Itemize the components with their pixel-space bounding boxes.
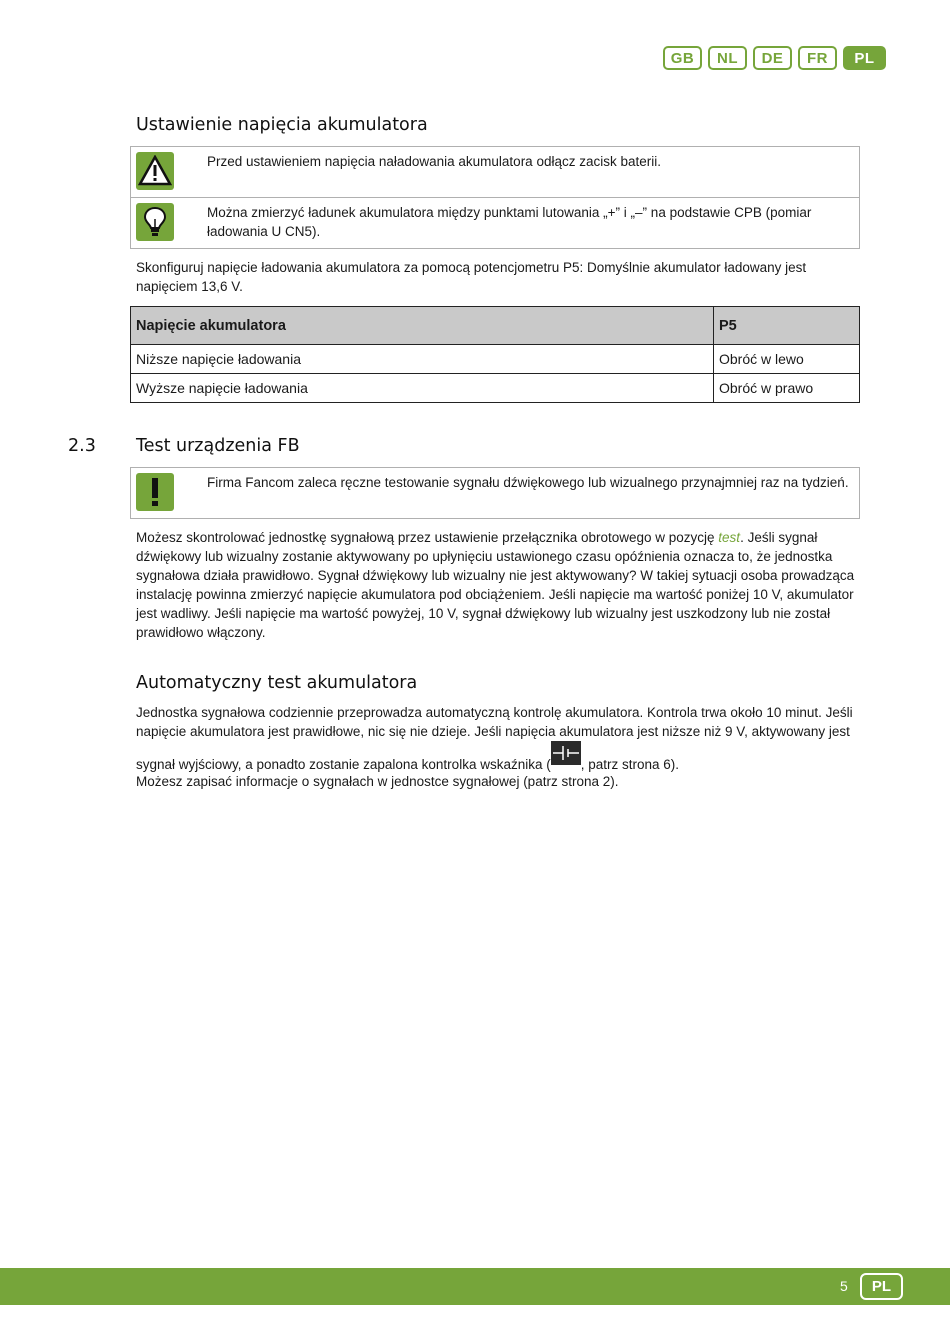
warning-icon [136, 152, 174, 190]
lang-fr[interactable]: FR [798, 46, 837, 70]
important-box [130, 467, 860, 519]
page-number: 5 [840, 1278, 848, 1294]
table-header-voltage: Napięcie akumulatora [131, 307, 714, 345]
paragraph-text: Możesz skontrolować jednostkę sygnałową przez ustawienie przełącznika obrotowego w pozycję [136, 530, 719, 545]
warning-text: Przed ustawieniem napięcia naładowania akumulatora odłącz zacisk baterii. [207, 154, 661, 169]
section-heading-battery-voltage: Ustawienie napięcia akumulatora [136, 115, 428, 135]
table-row [131, 374, 860, 403]
table-cell: Obróć w lewo [714, 345, 860, 374]
footer-language-badge: PL [860, 1273, 903, 1300]
lang-nl[interactable]: NL [708, 46, 747, 70]
warning-note [131, 147, 859, 197]
important-text: Firma Fancom zaleca ręczne testowanie sygnału dźwiękowego lub wizualnego przynajmniej raz na tydzień. [207, 475, 849, 490]
table-row [131, 345, 860, 374]
paragraph-text: , patrz strona 6). [580, 757, 680, 772]
lightbulb-icon [136, 203, 174, 241]
table-cell: Wyższe napięcie ładowania [131, 374, 714, 403]
exclamation-icon [136, 473, 174, 511]
fb-test-paragraph [136, 528, 862, 642]
lang-de[interactable]: DE [753, 46, 792, 70]
test-link[interactable]: test [718, 530, 741, 545]
table-cell: Obróć w prawo [714, 374, 860, 403]
section-number: 2.3 [68, 436, 96, 456]
battery-indicator-icon [551, 741, 581, 765]
table-cell: Niższe napięcie ładowania [131, 345, 714, 374]
save-info-paragraph: Możesz zapisać informacje o sygnałach w jednostce sygnałowej (patrz strona 2). [136, 774, 619, 789]
section-heading-auto-test: Automatyczny test akumulatora [136, 673, 418, 693]
important-note [131, 468, 859, 518]
page-footer [0, 1268, 950, 1305]
language-selector [663, 46, 886, 70]
auto-test-paragraph [136, 703, 862, 774]
voltage-config-paragraph: Skonfiguruj napięcie ładowania akumulatora za pomocą potencjometru P5: Domyślnie akumulator ładowany jest napięciem 13,6 V. [136, 260, 807, 294]
tip-text: Można zmierzyć ładunek akumulatora między punktami lutowania „+” i „–” na podstawie CPB (pomiar ładowania U CN5). [207, 205, 812, 239]
table-header-row [131, 307, 860, 345]
tip-note [131, 197, 859, 248]
notes-box [130, 146, 860, 249]
lang-gb[interactable]: GB [663, 46, 702, 70]
paragraph-text: Jednostka sygnałowa codziennie przeprowadza automatyczną kontrolę akumulatora. Kontrola trwa około 10 minut. Jeśli napięcie akumulatora jest prawidłowe, nic się nie dzieje. Jeśli napięcia akumulatora jest niższe niż 9 V, aktywowany jest sygnał wyjściowy, a ponadto zostanie zapalona kontrolka wskaźnika ( [136, 705, 853, 772]
section-heading-fb-test: Test urządzenia FB [136, 436, 300, 456]
table-header-p5: P5 [714, 307, 860, 345]
potentiometer-table [130, 306, 860, 403]
paragraph-text: . Jeśli sygnał dźwiękowy lub wizualny zostanie aktywowany po upłynięciu ustawionego czasu opóźnienia oznacza to, że jednostka sygnałowa działa prawidłowo. Sygnał dźwiękowy lub wizualny nie jest aktywowany? W takiej sytuacji osoba prowadząca instalację powinna zmierzyć napięcie akumulatora pod obciążeniem. Jeśli napięcie ma wartość poniżej 10 V, akumulator jest wadliwy. Jeśli napięcie ma wartość powyżej, 10 V, sygnał dźwiękowy lub wizualny jest uszkodzony lub nie został prawidłowo włączony. [136, 530, 855, 640]
lang-pl[interactable]: PL [843, 46, 886, 70]
